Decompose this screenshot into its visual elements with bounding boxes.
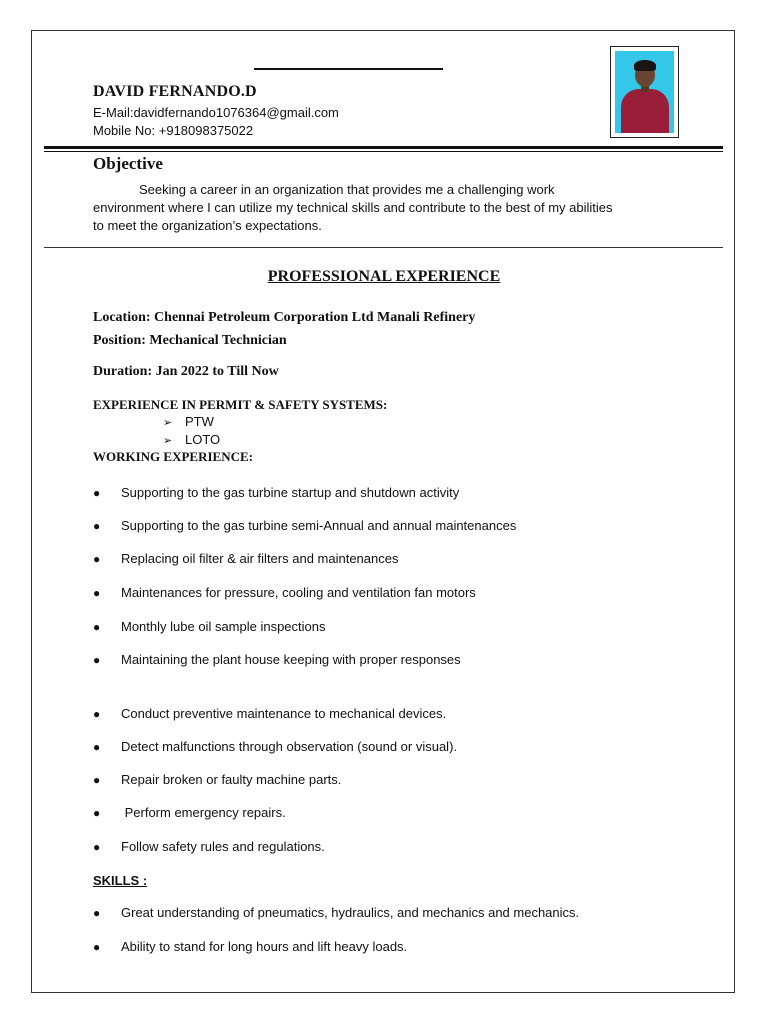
bullet-icon: ● <box>93 906 101 920</box>
header-divider-thick <box>44 146 723 149</box>
working-item <box>93 619 326 634</box>
bullet-icon: ● <box>93 840 101 854</box>
skill-item-text: Great understanding of pneumatics, hydraulics, and mechanics and mechanics. <box>121 905 580 920</box>
skill-item-text: Ability to stand for long hours and lift heavy loads. <box>121 939 408 954</box>
mobile-line: Mobile No: +918098375022 <box>93 123 254 138</box>
bullet-icon: ● <box>93 773 101 787</box>
permit-item-label: PTW <box>185 414 214 429</box>
top-rule <box>254 68 443 70</box>
working-experience-heading: WORKING EXPERIENCE: <box>93 449 253 464</box>
working-item <box>93 805 286 820</box>
working-item-text: Maintenances for pressure, cooling and ventilation fan motors <box>121 585 476 600</box>
skill-item <box>93 905 579 920</box>
section-divider <box>44 247 723 248</box>
arrow-bullet-icon: ➢ <box>163 435 173 447</box>
working-item-text: Detect malfunctions through observation (sound or visual). <box>121 739 458 754</box>
permit-heading: EXPERIENCE IN PERMIT & SAFETY SYSTEMS: <box>93 397 388 412</box>
location-line: Location: Chennai Petroleum Corporation Ltd Manali Refinery <box>93 310 476 325</box>
bullet-icon: ● <box>93 707 101 721</box>
working-item-text: Perform emergency repairs. <box>121 805 286 820</box>
working-item <box>93 839 325 854</box>
objective-line-3: to meet the organization’s expectations. <box>93 218 322 233</box>
bullet-icon: ● <box>93 940 101 954</box>
working-item-text: Replacing oil filter & air filters and maintenances <box>121 551 399 566</box>
working-item-text: Follow safety rules and regulations. <box>121 839 325 854</box>
permit-item-loto <box>163 432 220 447</box>
candidate-name: DAVID FERNANDO.D <box>93 83 257 100</box>
working-item <box>93 652 461 667</box>
skill-item <box>93 939 407 954</box>
working-item-text: Maintaining the plant house keeping with proper responses <box>121 652 461 667</box>
working-item-text: Conduct preventive maintenance to mechanical devices. <box>121 706 447 721</box>
duration-line: Duration: Jan 2022 to Till Now <box>93 364 279 379</box>
working-item-text: Supporting to the gas turbine semi-Annual and annual maintenances <box>121 518 517 533</box>
working-item <box>93 518 516 533</box>
bullet-icon: ● <box>93 552 101 566</box>
bullet-icon: ● <box>93 653 101 667</box>
bullet-icon: ● <box>93 486 101 500</box>
working-item-text: Supporting to the gas turbine startup and shutdown activity <box>121 485 460 500</box>
working-item <box>93 772 341 787</box>
arrow-bullet-icon: ➢ <box>163 417 173 429</box>
working-item <box>93 485 459 500</box>
profile-photo <box>610 46 679 138</box>
working-item <box>93 706 446 721</box>
working-item <box>93 739 457 754</box>
bullet-icon: ● <box>93 740 101 754</box>
professional-experience-title: PROFESSIONAL EXPERIENCE <box>267 268 501 285</box>
bullet-icon: ● <box>93 586 101 600</box>
objective-heading: Objective <box>93 154 163 173</box>
header-divider-thin <box>44 151 723 152</box>
skills-heading: SKILLS : <box>93 873 148 888</box>
working-item-text: Repair broken or faulty machine parts. <box>121 772 342 787</box>
permit-item-label: LOTO <box>185 432 221 447</box>
working-item <box>93 585 476 600</box>
bullet-icon: ● <box>93 519 101 533</box>
bullet-icon: ● <box>93 620 101 634</box>
working-item <box>93 551 398 566</box>
permit-item-ptw <box>163 414 214 429</box>
email-line: E-Mail:davidfernando1076364@gmail.com <box>93 105 339 120</box>
objective-line-1: Seeking a career in an organization that provides me a challenging work <box>139 182 555 197</box>
photo-image <box>615 51 674 133</box>
position-line: Position: Mechanical Technician <box>93 333 287 348</box>
bullet-icon: ● <box>93 806 101 820</box>
objective-line-2: environment where I can utilize my technical skills and contribute to the best of my abilities <box>93 200 613 215</box>
working-item-text: Monthly lube oil sample inspections <box>121 619 326 634</box>
